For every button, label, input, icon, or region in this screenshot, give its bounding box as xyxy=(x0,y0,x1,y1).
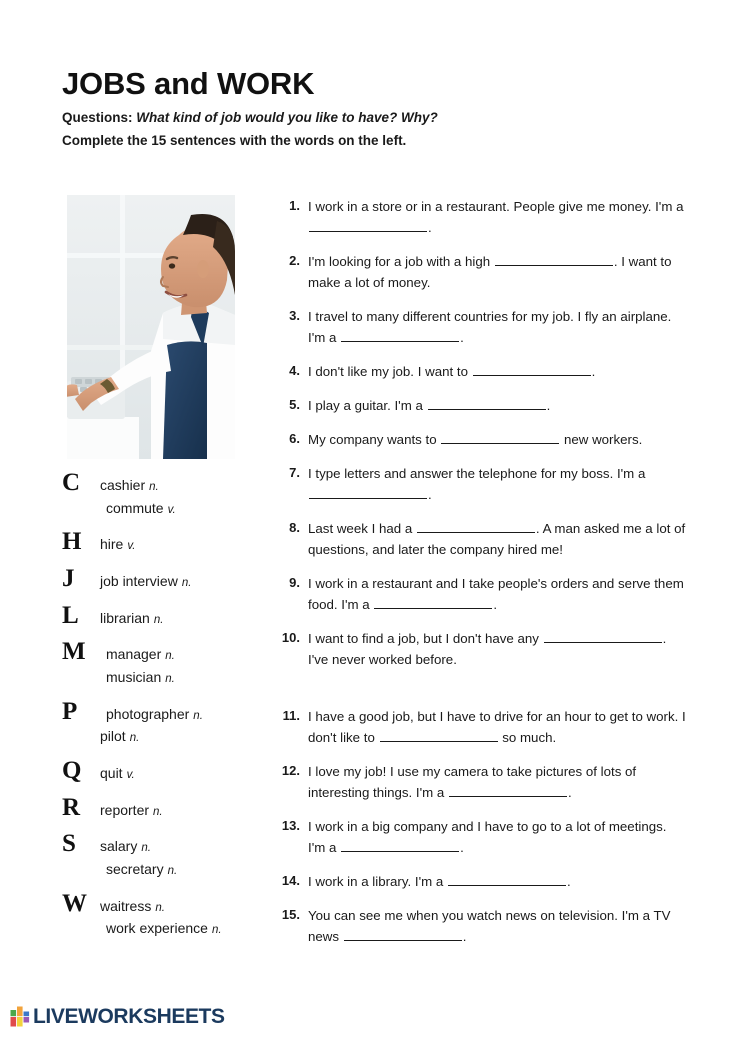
answer-blank[interactable] xyxy=(344,927,462,941)
word-group-letter: J xyxy=(62,565,75,593)
word-group-entries xyxy=(100,474,272,519)
sentence-number: 10. xyxy=(281,630,300,645)
cashier-photo xyxy=(67,195,235,459)
sentence-item: 14. I work in a library. I'm a . xyxy=(276,871,686,892)
sentence-number: 12. xyxy=(281,763,300,778)
word-entry-term: commute xyxy=(106,499,164,516)
sentence-item: 2. I'm looking for a job with a high . I want to make a lot of money. xyxy=(276,251,686,293)
word-entry-pos: n. xyxy=(129,732,140,745)
word-group-entries xyxy=(100,703,272,748)
word-group-r xyxy=(62,793,272,822)
word-group-m xyxy=(62,638,272,688)
word-entry[interactable] xyxy=(100,643,272,666)
word-entry-term: reporter xyxy=(100,801,150,818)
word-entry-term: pilot xyxy=(100,728,126,745)
sentence-item: 12. I love my job! I use my camera to take pictures of lots of interesting things. I'm a . xyxy=(276,761,686,803)
word-entry-pos: v. xyxy=(167,503,176,516)
word-group-s xyxy=(62,830,272,880)
word-group-entries xyxy=(100,762,272,785)
word-entry[interactable] xyxy=(100,858,272,881)
page-title: JOBS and WORK xyxy=(62,66,315,101)
word-entry[interactable] xyxy=(100,607,272,630)
answer-blank[interactable] xyxy=(473,362,591,376)
word-entry[interactable] xyxy=(100,533,272,556)
word-entry[interactable] xyxy=(100,835,272,858)
word-group-letter: M xyxy=(62,638,86,666)
sentence-item: 10. I want to find a job, but I don't have any . I've never worked before. xyxy=(276,628,686,670)
answer-blank[interactable] xyxy=(341,838,459,852)
answer-blank[interactable] xyxy=(417,519,535,533)
answer-blank[interactable] xyxy=(449,783,567,797)
sentence-number: 11. xyxy=(282,708,300,723)
word-group-letter: L xyxy=(62,601,79,629)
cashier-photo-illustration xyxy=(67,195,235,459)
word-group-p xyxy=(62,697,272,748)
word-entry-term: photographer xyxy=(106,705,190,722)
word-entry-pos: n. xyxy=(181,577,192,590)
worksheet-header xyxy=(62,68,682,150)
word-entry-pos: v. xyxy=(127,540,136,553)
sentence-number: 3. xyxy=(289,308,300,323)
word-entry[interactable] xyxy=(100,762,272,785)
questions-line xyxy=(62,110,682,127)
word-entry-pos: v. xyxy=(126,769,135,782)
sentence-number: 8. xyxy=(289,520,300,535)
word-entry[interactable] xyxy=(100,703,272,726)
answer-blank[interactable] xyxy=(341,328,459,342)
word-group-entries xyxy=(100,533,272,556)
word-entry-pos: n. xyxy=(149,481,159,493)
word-entry-term: salary xyxy=(100,838,138,855)
sentence-item: 15. You can see me when you watch news on television. I'm a TV news . xyxy=(276,905,686,947)
answer-blank[interactable] xyxy=(309,218,427,232)
word-group-letter: P xyxy=(62,697,78,725)
sentence-number: 14. xyxy=(281,873,300,888)
answer-blank[interactable] xyxy=(448,872,566,886)
word-entry[interactable] xyxy=(100,917,272,940)
word-entry-term: musician xyxy=(106,669,162,686)
sentence-item: 9. I work in a restaurant and I take people's orders and serve them food. I'm a . xyxy=(276,573,686,615)
word-entry-term: work experience xyxy=(106,920,208,937)
questions-text: What kind of job would you like to have? Why? xyxy=(136,110,438,125)
word-entry-term: secretary xyxy=(106,861,164,878)
word-list xyxy=(62,469,272,954)
word-entry-term: quit xyxy=(100,765,123,782)
word-entry-pos: n. xyxy=(193,709,203,722)
sentence-number: 5. xyxy=(289,397,300,412)
word-entry-term: librarian xyxy=(100,609,150,626)
sentence-number: 6. xyxy=(289,431,300,446)
word-entry[interactable] xyxy=(100,799,272,822)
word-entry-pos: n. xyxy=(167,865,178,878)
answer-blank[interactable] xyxy=(309,485,427,499)
word-group-c xyxy=(62,469,272,519)
sentence-item: 6. My company wants to new workers. xyxy=(276,429,686,450)
word-entry-pos: n. xyxy=(155,901,165,914)
sentence-item: 3. I travel to many different countries for my job. I fly an airplane. I'm a . xyxy=(276,306,686,348)
word-group-entries xyxy=(100,835,272,880)
word-group-q xyxy=(62,757,272,785)
word-group-letter: Q xyxy=(62,757,82,785)
sentence-item: 7. I type letters and answer the telephone for my boss. I'm a . xyxy=(276,463,686,505)
word-entry[interactable] xyxy=(100,570,272,593)
word-entry-term: cashier xyxy=(100,477,146,493)
sentence-number: 4. xyxy=(289,363,300,378)
word-group-l xyxy=(62,601,272,630)
word-group-h xyxy=(62,528,272,556)
instruction-line: Complete the 15 sentences with the words on the left. xyxy=(62,132,407,148)
word-entry[interactable] xyxy=(100,725,272,748)
word-group-entries xyxy=(100,570,272,593)
word-group-w xyxy=(62,889,272,940)
liveworksheets-grid-icon xyxy=(10,1006,31,1027)
sentence-number: 15. xyxy=(281,907,300,922)
liveworksheets-logo[interactable] xyxy=(10,1006,225,1027)
word-group-j xyxy=(62,565,272,593)
word-group-entries xyxy=(100,895,272,940)
word-entry-pos: n. xyxy=(165,650,175,663)
sentence-number: 13. xyxy=(281,818,300,833)
answer-blank[interactable] xyxy=(380,728,498,742)
sentence-item: 8. Last week I had a . A man asked me a lot of questions, and later the company hired me! xyxy=(276,518,686,560)
word-entry[interactable] xyxy=(100,895,272,918)
word-entry-pos: n. xyxy=(141,842,151,855)
word-group-entries xyxy=(100,799,272,822)
word-entry-term: manager xyxy=(106,646,162,663)
answer-blank[interactable] xyxy=(495,252,613,266)
sentence-item: 11. I have a good job, but I have to drive for an hour to get to work. I don't like to so much. xyxy=(276,706,686,748)
word-group-letter: C xyxy=(62,469,81,496)
word-entry-term: job interview xyxy=(100,573,178,590)
word-entry[interactable] xyxy=(100,666,272,689)
answer-blank[interactable] xyxy=(441,430,559,444)
word-entry-term: waitress xyxy=(100,897,152,914)
sentence-number: 9. xyxy=(289,575,300,590)
word-entry-term: hire xyxy=(100,536,124,553)
word-group-entries xyxy=(100,643,272,688)
answer-blank[interactable] xyxy=(374,595,492,609)
sentence-number: 7. xyxy=(289,465,300,480)
word-entry[interactable] xyxy=(100,474,272,497)
word-group-letter: H xyxy=(62,528,82,556)
sentence-item: 13. I work in a big company and I have to go to a lot of meetings. I'm a . xyxy=(276,816,686,858)
word-group-letter: W xyxy=(62,889,87,917)
word-entry[interactable] xyxy=(100,497,272,520)
word-group-entries xyxy=(100,607,272,630)
sentence-number: 1. xyxy=(289,198,300,213)
word-group-letter: S xyxy=(62,830,76,858)
questions-label: Questions: xyxy=(62,110,133,125)
word-entry-pos: n. xyxy=(153,613,164,626)
sentence-item: 4. I don't like my job. I want to . xyxy=(276,361,686,382)
word-entry-pos: n. xyxy=(153,805,163,818)
word-entry-pos: n. xyxy=(211,924,222,937)
liveworksheets-logo-text: LIVEWORKSHEETS xyxy=(33,1005,225,1028)
sentence-item: 5. I play a guitar. I'm a . xyxy=(276,395,686,416)
sentence-item: 1. I work in a store or in a restaurant. People give me money. I'm a . xyxy=(276,196,686,238)
sentence-list xyxy=(276,196,686,960)
sentence-number: 2. xyxy=(289,253,300,268)
answer-blank[interactable] xyxy=(544,629,662,643)
word-group-letter: R xyxy=(62,793,81,821)
answer-blank[interactable] xyxy=(428,396,546,410)
word-entry-pos: n. xyxy=(165,673,175,686)
